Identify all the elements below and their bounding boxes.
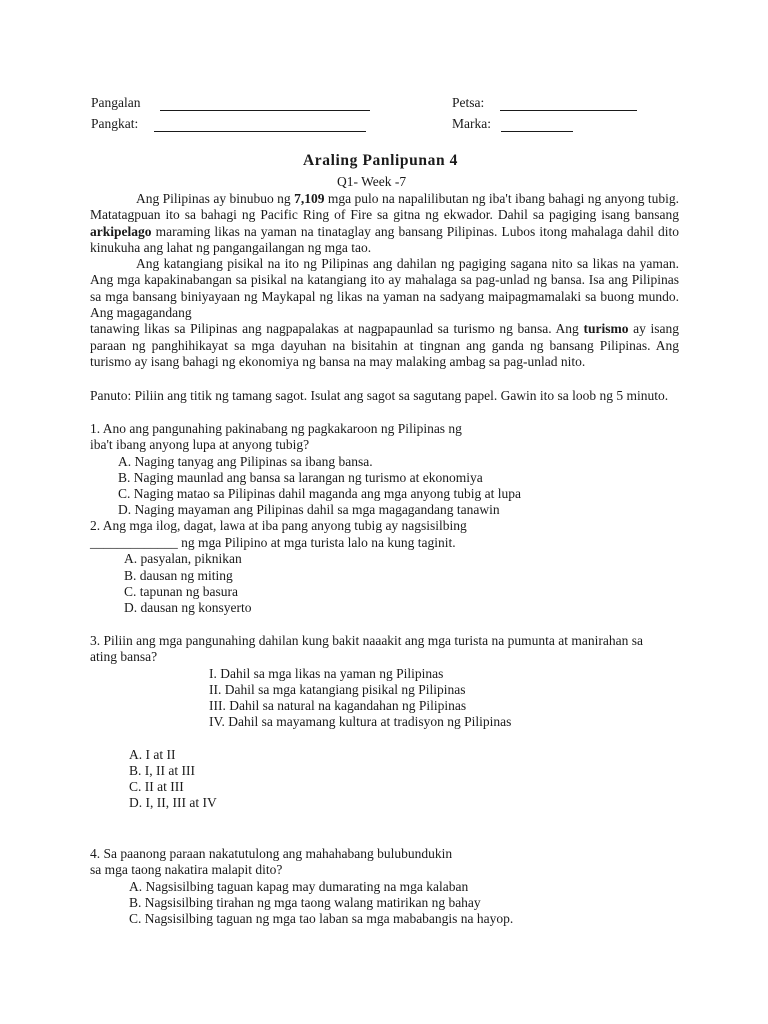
score-blank[interactable] [501, 131, 573, 132]
q4-stem-line-1: 4. Sa paanong paraan nakatutulong ang mahahabang bulubundukin [90, 846, 453, 861]
intro-text [90, 191, 679, 370]
q3-reason-4: IV. Dahil sa mayamang kultura at tradisyon ng Pilipinas [209, 714, 512, 729]
q4-stem-line-2: sa mga taong nakatira malapit dito? [90, 862, 283, 877]
date-label: Petsa: [452, 95, 485, 110]
page-title: Araling Panlipunan 4 [303, 152, 458, 169]
q1-option-a[interactable]: A. Naging tanyag ang Pilipinas sa ibang bansa. [118, 454, 373, 469]
tourism-term: turismo [583, 321, 629, 337]
q4-option-a[interactable]: A. Nagsisilbing taguan kapag may dumarating na mga kalaban [129, 879, 469, 894]
section-blank[interactable] [154, 131, 366, 132]
q4-option-b[interactable]: B. Nagsisilbing tirahan ng mga taong walang matirikan ng bahay [129, 895, 481, 910]
q3-option-a[interactable]: A. I at II [129, 747, 176, 762]
name-blank[interactable] [160, 110, 370, 111]
q4-option-c[interactable]: C. Nagsisilbing taguan ng mga tao laban sa mga mababangis na hayop. [129, 911, 514, 926]
score-label: Marka: [452, 116, 491, 131]
page-subtitle: Q1- Week -7 [337, 174, 407, 189]
q2-option-d[interactable]: D. dausan ng konsyerto [124, 600, 252, 615]
name-label: Pangalan [91, 95, 141, 110]
q2-stem-line-1: 2. Ang mga ilog, dagat, lawa at iba pang anyong tubig ay nagsisilbing [90, 518, 467, 533]
section-label: Pangkat: [91, 116, 139, 131]
q1-stem-line-2: iba't ibang anyong lupa at anyong tubig? [90, 437, 310, 452]
q3-option-b[interactable]: B. I, II at III [129, 763, 195, 778]
island-count: 7,109 [294, 191, 325, 206]
date-blank[interactable] [500, 110, 637, 111]
q3-stem-line-1: 3. Piliin ang mga pangunahing dahilan kung bakit naaakit ang mga turista na pumunta at manirahan sa [90, 633, 643, 648]
q2-option-c[interactable]: C. tapunan ng basura [124, 584, 238, 599]
intro-paragraph-3: tanawing likas sa Pilipinas ang nagpapalakas at nagpapaunlad sa turismo ng bansa. Ang turismo ay isang paraan ng panghihikayat sa mga dayuhan na bisitahin at tingnan ang ganda ng bansang Pilipinas. Ang turismo ay isang bahagi ng ekonomiya ng bansa na may malaking ambag sa pag-unlad nito. [90, 321, 679, 369]
q1-option-b[interactable]: B. Naging maunlad ang bansa sa larangan ng turismo at ekonomiya [118, 470, 483, 485]
q3-reason-3: III. Dahil sa natural na kagandahan ng Pilipinas [209, 698, 467, 713]
intro-paragraph-2: Ang katangiang pisikal na ito ng Pilipinas ang dahilan ng pagiging sagana nito sa likas na yaman. Ang mga kapakinabangan sa pisikal na katangiang ito ay mahalaga sa pag-unlad ng bansa. Isa ang Pilipinas sa mga bansang biniyayaan ng Maykapal ng likas na yaman na sadyang maipagmamalaki sa buong mundo. Ang magagandang [90, 256, 679, 321]
archipelago-term: arkipelago [90, 223, 152, 239]
q2-option-a[interactable]: A. pasyalan, piknikan [124, 551, 242, 566]
q1-option-c[interactable]: C. Naging matao sa Pilipinas dahil maganda ang mga anyong tubig at lupa [118, 486, 522, 501]
q3-reason-1: I. Dahil sa mga likas na yaman ng Pilipinas [209, 666, 444, 681]
q3-option-c[interactable]: C. II at III [129, 779, 184, 794]
q2-stem-line-2: _____________ ng mga Pilipino at mga turista lalo na kung taginit. [90, 535, 456, 550]
q3-reason-2: II. Dahil sa mga katangiang pisikal ng Pilipinas [209, 682, 466, 697]
q3-option-d[interactable]: D. I, II, III at IV [129, 795, 217, 810]
q3-stem-line-2: ating bansa? [90, 649, 158, 664]
q2-option-b[interactable]: B. dausan ng miting [124, 568, 233, 583]
q1-stem-line-1: 1. Ano ang pangunahing pakinabang ng pagkakaroon ng Pilipinas ng [90, 421, 462, 436]
instructions: Panuto: Piliin ang titik ng tamang sagot. Isulat ang sagot sa sagutang papel. Gawin ito sa loob ng 5 minuto. [90, 388, 669, 403]
q1-option-d[interactable]: D. Naging mayaman ang Pilipinas dahil sa mga magagandang tanawin [118, 502, 500, 517]
intro-paragraph-1: Ang Pilipinas ay binubuo ng 7,109 mga pulo na napalilibutan ng iba't ibang bahagi ng anyong tubig. Matatagpuan ito sa bahagi ng Pacific Ring of Fire sa gitna ng ekwador. Dahil sa pagiging isang bansang arkipelago maraming likas na yaman na tinataglay ang bansang Pilipinas. Lubos itong mahalaga dahil dito kinukuha ang lahat ng pangangailangan ng mga tao. [90, 191, 679, 255]
